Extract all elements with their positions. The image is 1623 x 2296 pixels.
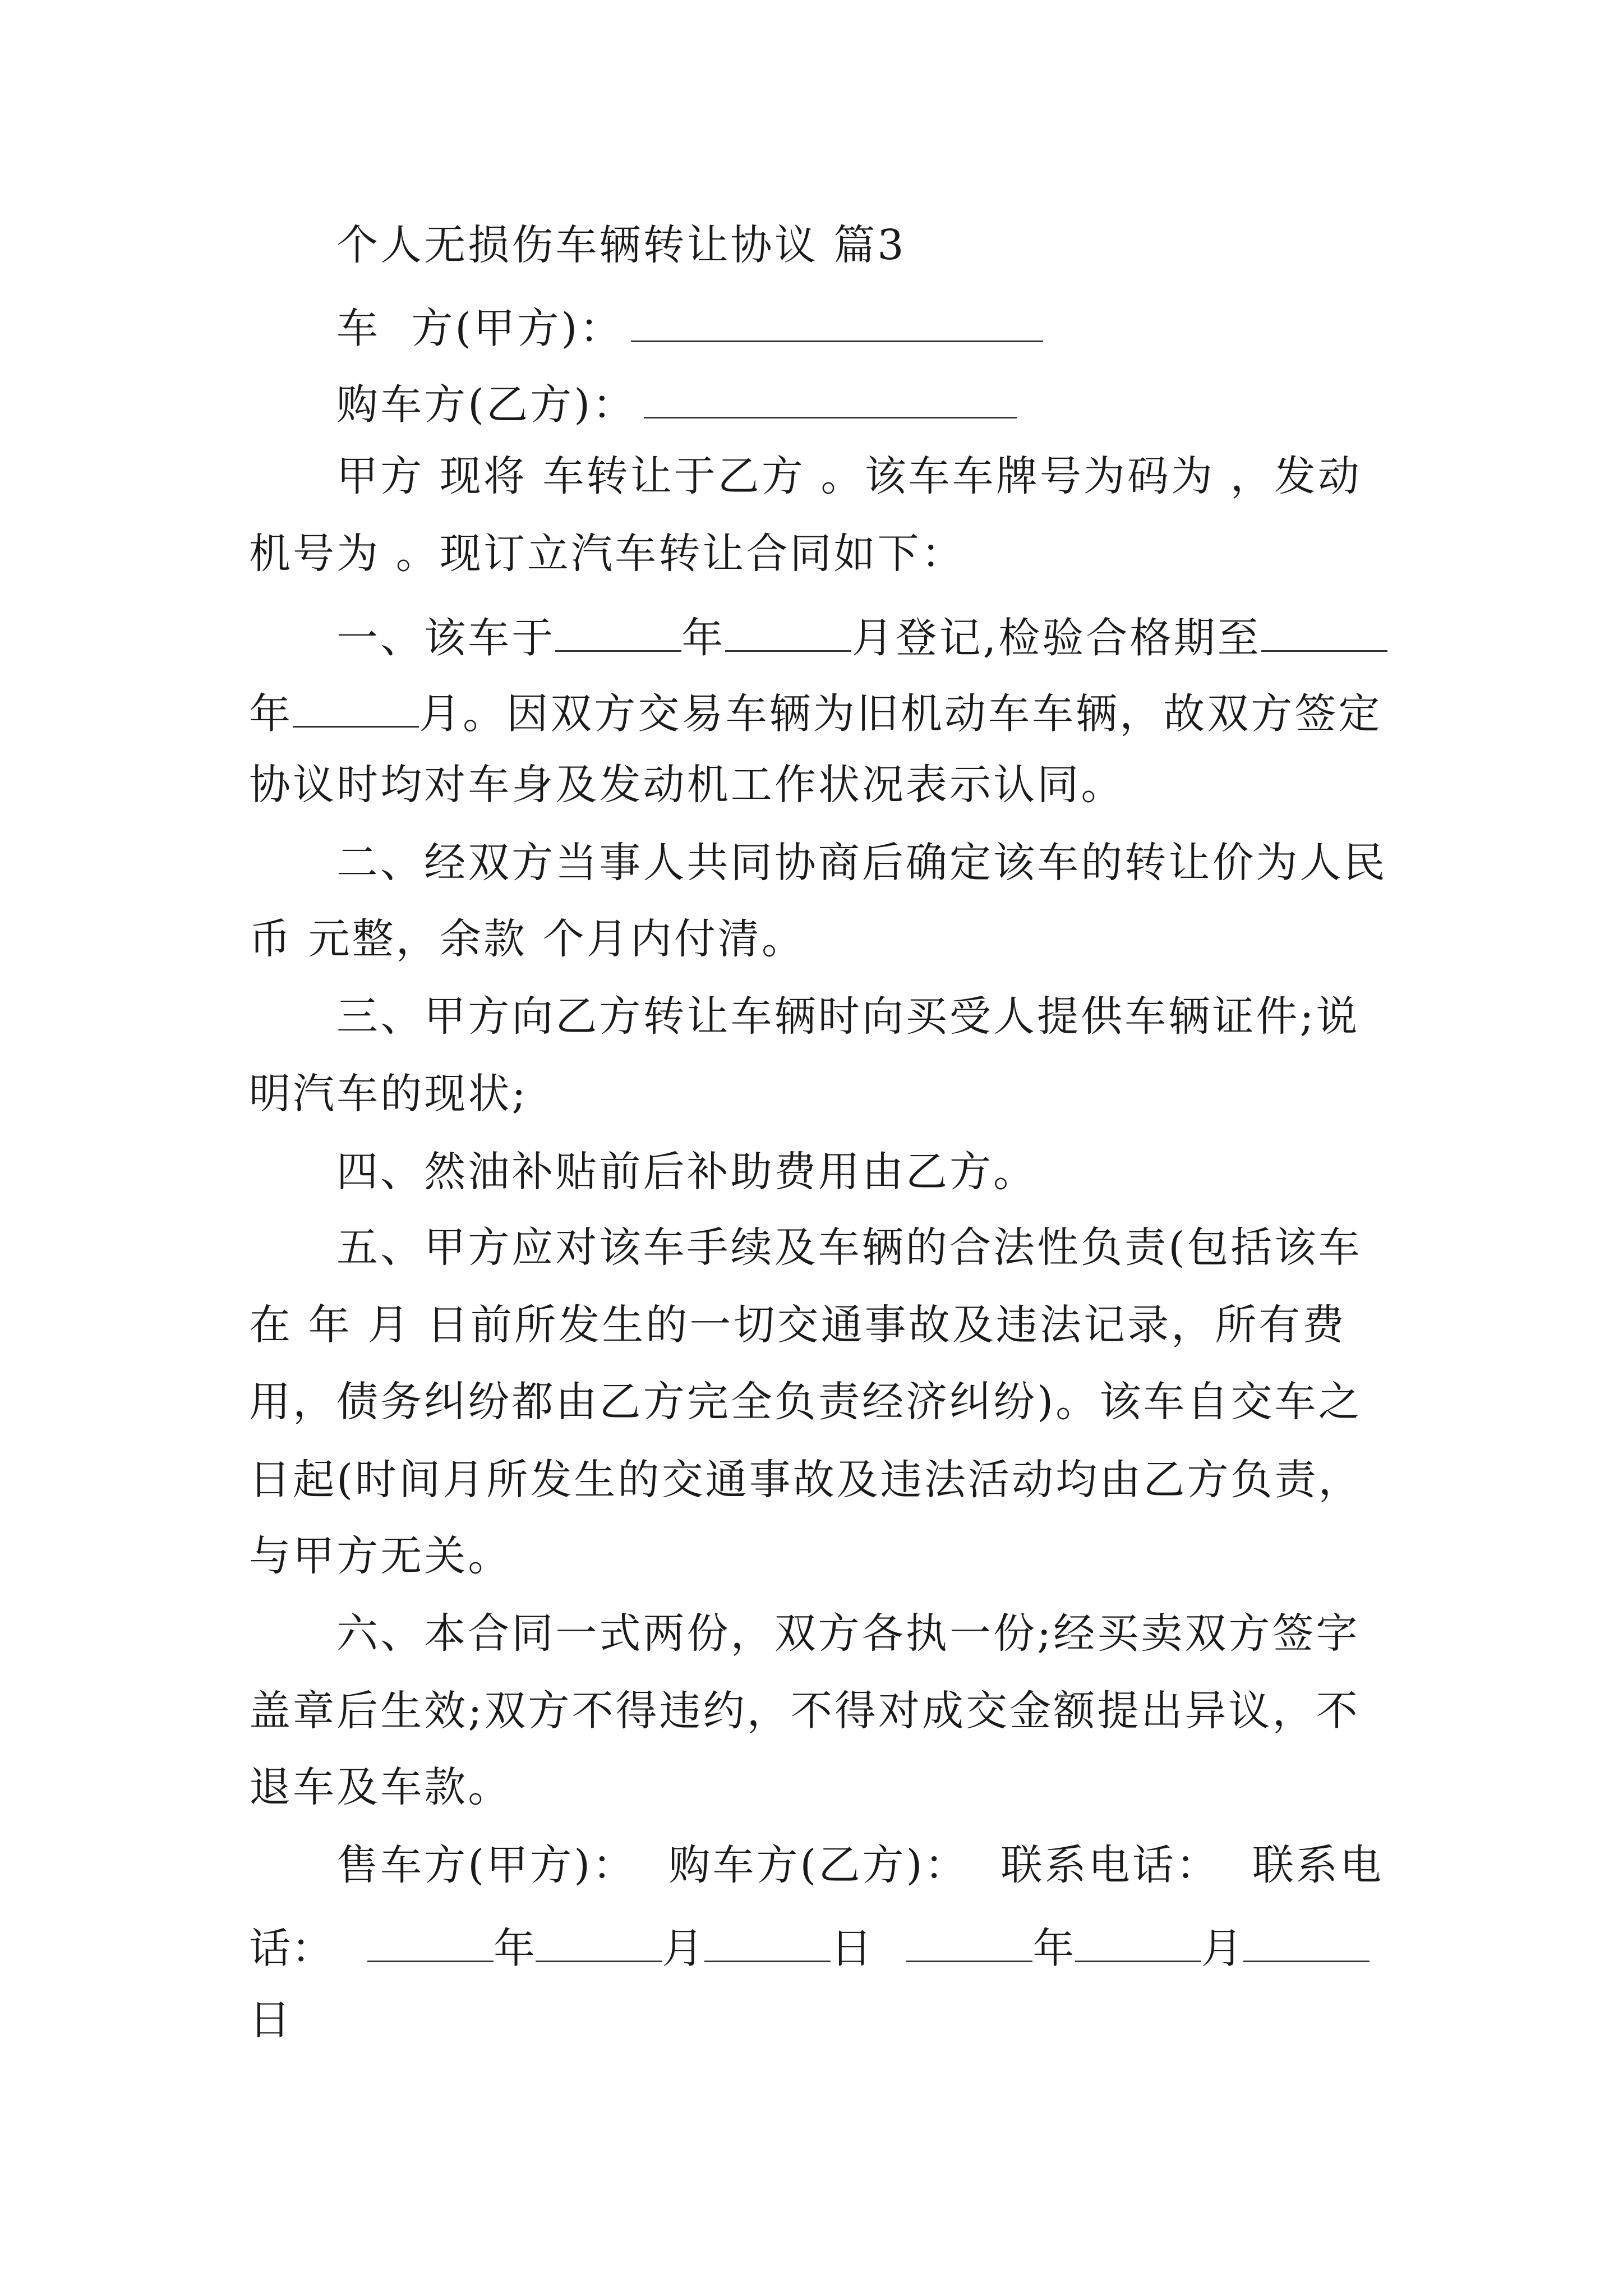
buyer-phone-label-end: 话： [249, 1924, 334, 1973]
clause-5-line-1 [336, 1223, 1362, 1272]
seller-day-label: 日 [830, 1924, 873, 1973]
clause-3-line-2 [249, 1070, 528, 1118]
valid-year-blank [1261, 611, 1387, 652]
clause-4-line [336, 1148, 1038, 1196]
intro-line-2 [249, 530, 965, 578]
clause-6-line-2 [249, 1687, 1360, 1735]
seller-month-label: 月 [662, 1924, 704, 1973]
clause-2-line-1 [336, 839, 1387, 887]
register-month-blank [725, 611, 851, 652]
clause-5-text-2: 在 年 月 日前所发生的一切交通事故及违法记录，所有费 [249, 1301, 1347, 1349]
seller-blank [631, 301, 1043, 342]
intro-text-1: 甲方 现将 车转让于乙方 。该车车牌号为码为 ，发动 [336, 452, 1362, 500]
signature-line-1 [336, 1841, 1384, 1889]
buyer-year-blank [906, 1921, 1032, 1962]
clause-1-text-4: 协议时均对车身及发动机工作状况表示认同。 [249, 761, 1125, 809]
intro-line-1 [336, 452, 1362, 500]
clause-5-text-4: 日起(时间月所发生的交通事故及违法活动均由乙方负责， [249, 1456, 1362, 1504]
seller-year-blank [367, 1921, 494, 1962]
clause-3-text-1: 三、甲方向乙方转让车辆时向买受人提供车辆证件;说 [336, 992, 1360, 1041]
clause-1-text-2: 月登记,检验合格期至 [851, 614, 1261, 662]
seller-year-label: 年 [493, 1924, 536, 1973]
clause-2-text-2: 币 元整，余款 个月内付清。 [249, 915, 806, 963]
clause-3-line-1 [336, 992, 1360, 1041]
intro-text-2: 机号为 。现订立汽车转让合同如下： [249, 530, 965, 578]
clause-1-year-2: 年 [249, 689, 293, 738]
buyer-year-label: 年 [1032, 1924, 1075, 1973]
clause-5-text-1: 五、甲方应对该车手续及车辆的合法性负责(包括该车 [336, 1223, 1362, 1272]
buyer-phone-label: 联系电 [1252, 1841, 1384, 1889]
seller-label: 车 方(甲方)： [336, 304, 624, 353]
buyer-sign-label: 购车方(乙方)： [668, 1841, 969, 1889]
clause-5-text-3: 用，债务纠纷都由乙方完全负责经济纠纷)。该车自交车之 [249, 1378, 1362, 1426]
buyer-month-blank [1075, 1921, 1201, 1962]
buyer-month-label: 月 [1201, 1924, 1244, 1973]
clause-5-line-4 [249, 1456, 1362, 1504]
clause-5-line-2 [249, 1301, 1347, 1349]
clause-5-line-3 [249, 1378, 1362, 1426]
signature-line-2 [249, 1921, 1370, 1973]
clause-1-text: 一、该车于 [336, 614, 556, 662]
clause-6-text-2: 盖章后生效;双方不得违约，不得对成交金额提出异议，不 [249, 1687, 1360, 1735]
signature-line-3 [249, 1996, 293, 2044]
buyer-day-label: 日 [249, 1996, 293, 2044]
clause-6-line-1 [336, 1609, 1360, 1658]
buyer-day-blank [1243, 1921, 1370, 1962]
buyer-line [336, 378, 1017, 429]
clause-1-text-3: 月。因双方交易车辆为旧机动车车辆，故双方签定 [419, 689, 1382, 738]
clause-5-text-5: 与甲方无关。 [249, 1532, 512, 1580]
clause-6-text-3: 退车及车款。 [249, 1763, 512, 1811]
buyer-label: 购车方(乙方)： [336, 380, 637, 429]
seller-day-blank [704, 1921, 831, 1962]
clause-3-text-2: 明汽车的现状; [249, 1070, 528, 1118]
clause-2-line-2 [249, 915, 806, 963]
clause-1-year: 年 [681, 614, 726, 662]
clause-2-text-1: 二、经双方当事人共同协商后确定该车的转让价为人民 [336, 839, 1387, 887]
clause-6-line-3 [249, 1763, 512, 1811]
clause-1-line-1 [336, 611, 1387, 662]
seller-phone-label: 联系电话： [1000, 1841, 1220, 1889]
valid-month-blank [293, 687, 419, 728]
buyer-blank [644, 378, 1017, 418]
clause-6-text-1: 六、本合同一式两份，双方各执一份;经买卖双方签字 [336, 1609, 1360, 1658]
seller-line [336, 301, 1043, 353]
register-year-blank [555, 611, 681, 652]
clause-4-text: 四、然油补贴前后补助费用由乙方。 [336, 1148, 1038, 1196]
document-title [336, 221, 906, 269]
clause-1-line-2 [249, 687, 1382, 738]
seller-sign-label: 售车方(甲方)： [336, 1841, 637, 1889]
clause-1-line-3 [249, 761, 1125, 809]
seller-month-blank [536, 1921, 662, 1962]
title-text: 个人无损伤车辆转让协议 篇3 [336, 221, 906, 269]
clause-5-line-5 [249, 1532, 512, 1580]
